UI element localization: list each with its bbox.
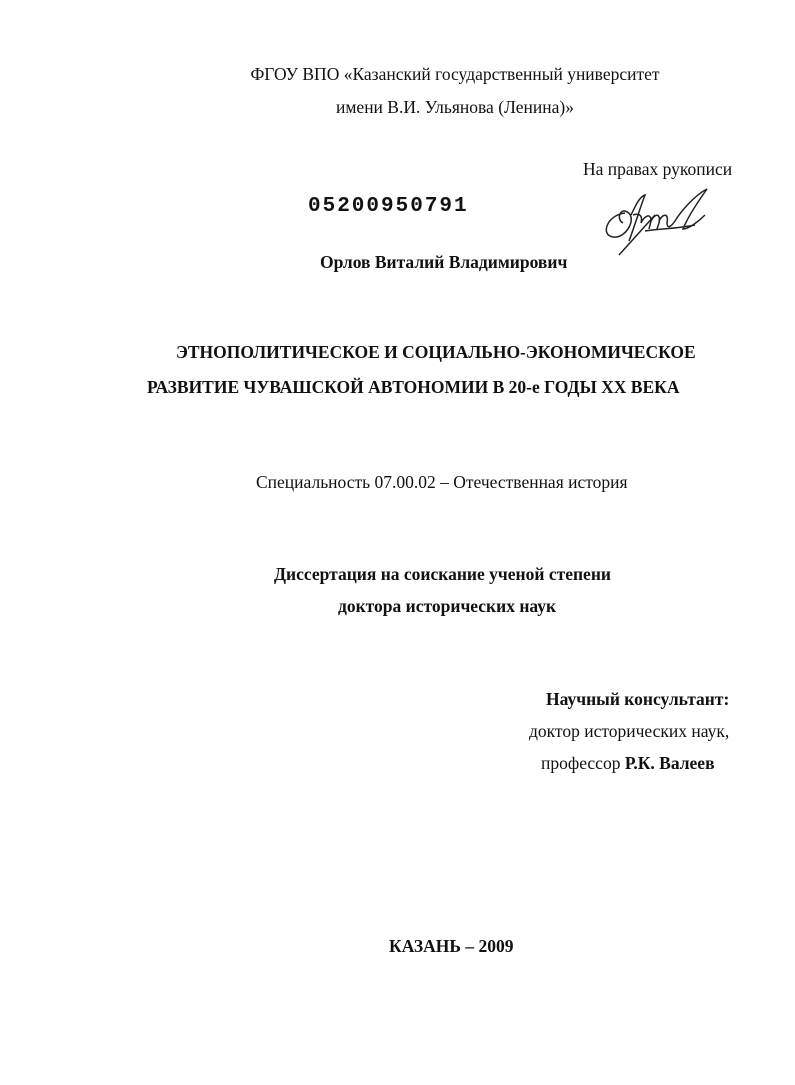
consultant-title-name xyxy=(541,753,715,774)
place-year: КАЗАНЬ – 2009 xyxy=(389,936,514,956)
degree-line-1: Диссертация на соискание ученой степени xyxy=(274,564,611,584)
author-signature xyxy=(595,185,745,265)
consultant-heading: Научный консультант: xyxy=(546,689,730,709)
institution-line-2: имени В.И. Ульянова (Ленина)» xyxy=(335,97,574,117)
consultant-degree: доктор исторических наук, xyxy=(529,721,730,741)
degree-line-2: доктора исторических наук xyxy=(338,596,557,616)
consultant-name: Р.К. Валеев xyxy=(624,753,715,773)
author-name: Орлов Виталий Владимирович xyxy=(320,252,568,272)
institution-line-1: ФГОУ ВПО «Казанский государственный университет xyxy=(250,64,660,84)
title-line-2: РАЗВИТИЕ ЧУВАШСКОЙ АВТОНОМИИ В 20-е ГОДЫ XX ВЕКА xyxy=(147,377,680,397)
manuscript-rights: На правах рукописи xyxy=(583,159,733,179)
catalog-number: 05200950791 xyxy=(308,195,469,218)
specialty: Специальность 07.00.02 – Отечественная история xyxy=(256,472,628,492)
consultant-title: профессор xyxy=(541,753,621,773)
title-line-1: ЭТНОПОЛИТИЧЕСКОЕ И СОЦИАЛЬНО-ЭКОНОМИЧЕСКОЕ xyxy=(176,342,696,362)
